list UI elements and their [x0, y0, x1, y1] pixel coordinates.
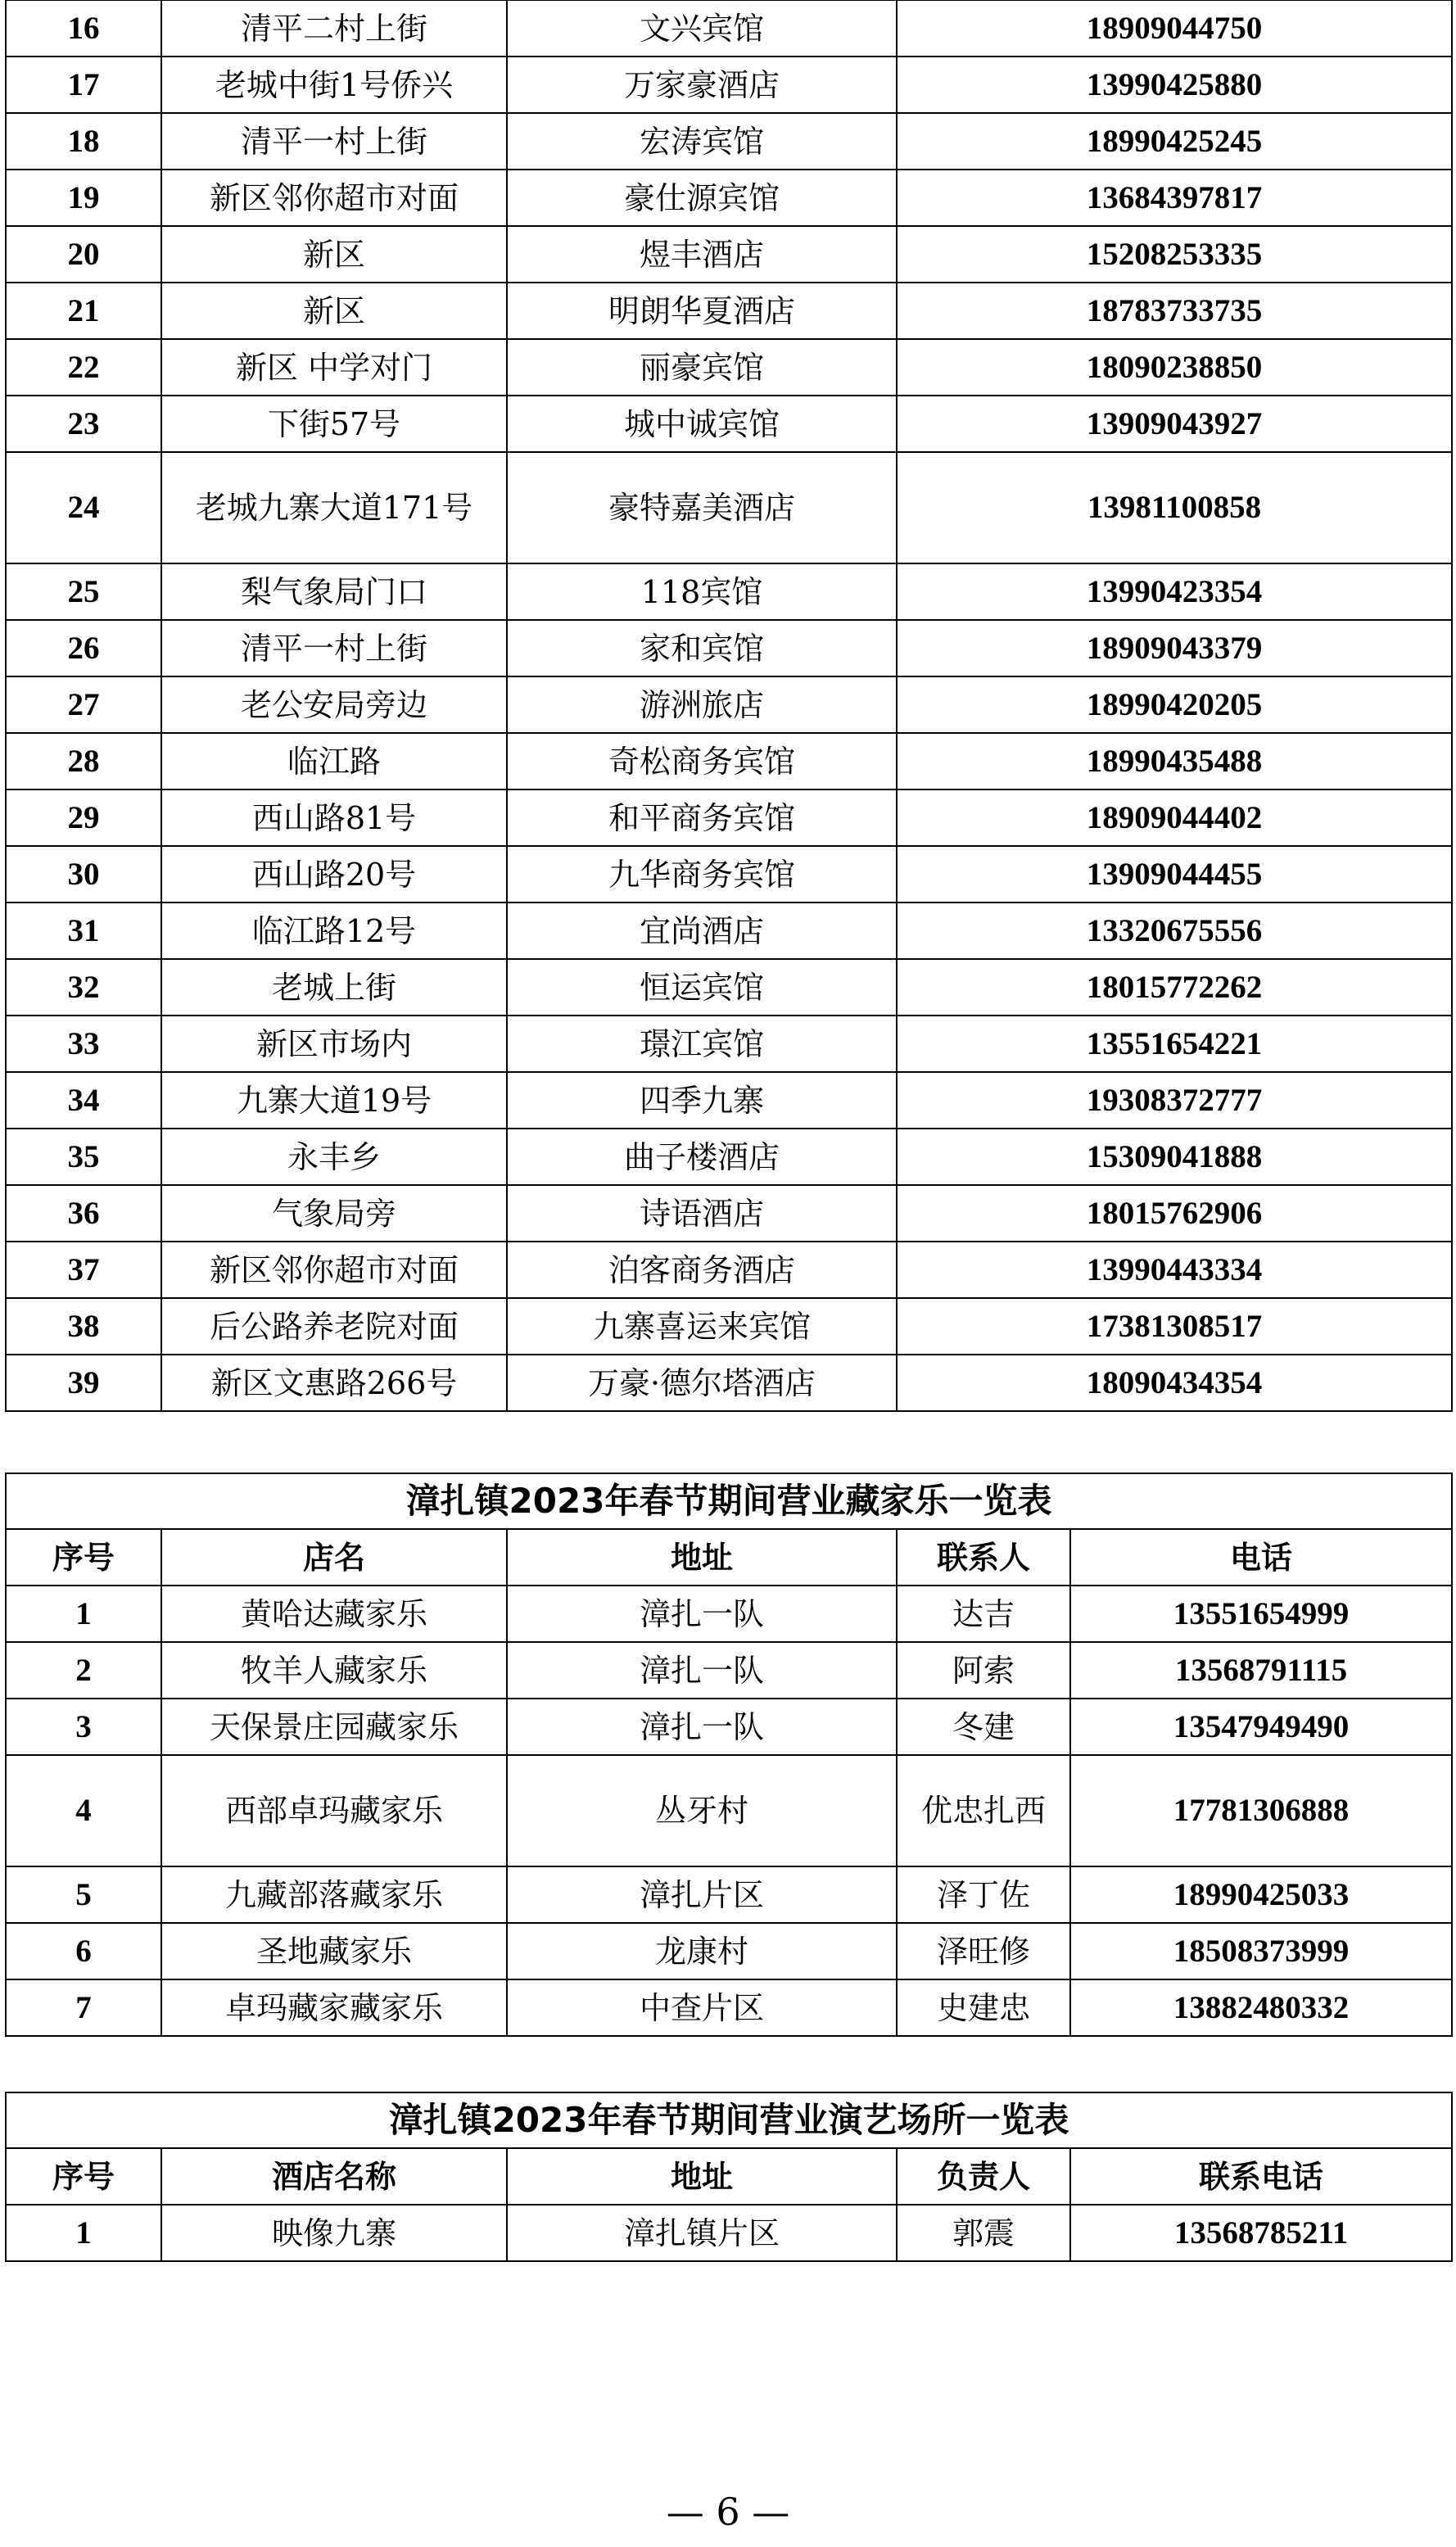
- table-cell: 达吉: [897, 1586, 1070, 1642]
- table-cell: 13551654221: [897, 1016, 1452, 1072]
- table-cell: 临江路: [161, 733, 507, 789]
- table-row: [6, 1586, 1452, 1642]
- table-cell: 和平商务宾馆: [507, 789, 897, 846]
- table-cell: 18090238850: [897, 339, 1452, 396]
- table-cell: 丽豪宾馆: [507, 339, 897, 396]
- table-cell: 20: [6, 226, 161, 283]
- table-row: [6, 1923, 1452, 1979]
- tibetan-table-body: [6, 1586, 1452, 2036]
- table-cell: 34: [6, 1072, 161, 1129]
- table-cell: 四季九寨: [507, 1072, 897, 1129]
- table-row: [6, 113, 1452, 170]
- table-cell: 九寨喜运来宾馆: [507, 1298, 897, 1355]
- table-row: [6, 2205, 1452, 2261]
- table-cell: 郭震: [897, 2205, 1070, 2261]
- table-cell: 新区邻你超市对面: [161, 1242, 507, 1298]
- table-row: [6, 789, 1452, 846]
- header-cell: 地址: [507, 2148, 897, 2205]
- table-row: [6, 620, 1452, 676]
- table-cell: 西部卓玛藏家乐: [161, 1755, 507, 1866]
- table-cell: 冬建: [897, 1699, 1070, 1755]
- table-cell: 豪仕源宾馆: [507, 170, 897, 226]
- table-cell: 新区: [161, 283, 507, 339]
- table-cell: 5: [6, 1866, 161, 1923]
- table-cell: 22: [6, 339, 161, 396]
- table-cell: 13320675556: [897, 903, 1452, 959]
- hotel-table-body: [6, 0, 1452, 1411]
- table-cell: 19308372777: [897, 1072, 1452, 1129]
- table-cell: 18909043379: [897, 620, 1452, 676]
- table-cell: 35: [6, 1129, 161, 1185]
- table-cell: 文兴宾馆: [507, 0, 897, 57]
- table-cell: 九华商务宾馆: [507, 846, 897, 903]
- table-cell: 永丰乡: [161, 1129, 507, 1185]
- table-cell: 13990443334: [897, 1242, 1452, 1298]
- table-row: [6, 846, 1452, 903]
- table-cell: 清平二村上街: [161, 0, 507, 57]
- table-cell: 1: [6, 2205, 161, 2261]
- header-cell: 地址: [507, 1529, 897, 1586]
- table-cell: 18783733735: [897, 283, 1452, 339]
- table-cell: 13909043927: [897, 396, 1452, 452]
- table-cell: 18990435488: [897, 733, 1452, 789]
- table-cell: 17381308517: [897, 1298, 1452, 1355]
- table-cell: 泽丁佐: [897, 1866, 1070, 1923]
- table-cell: 气象局旁: [161, 1185, 507, 1242]
- table-cell: 清平一村上街: [161, 113, 507, 170]
- table-cell: 牧羊人藏家乐: [161, 1642, 507, 1699]
- table-cell: 16: [6, 0, 161, 57]
- table-cell: 118宾馆: [507, 563, 897, 620]
- table-cell: 泊客商务酒店: [507, 1242, 897, 1298]
- table-cell: 21: [6, 283, 161, 339]
- show-table-title: 漳扎镇2023年春节期间营业演艺场所一览表: [6, 2092, 1452, 2148]
- table-cell: 新区文惠路266号: [161, 1355, 507, 1411]
- table-cell: 卓玛藏家藏家乐: [161, 1979, 507, 2036]
- table-row: [6, 452, 1452, 563]
- table-cell: 18: [6, 113, 161, 170]
- table-cell: 18909044750: [897, 0, 1452, 57]
- table-row: [6, 0, 1452, 57]
- table-cell: 3: [6, 1699, 161, 1755]
- table-cell: 煜丰酒店: [507, 226, 897, 283]
- table-cell: 13547949490: [1070, 1699, 1452, 1755]
- table-cell: 13882480332: [1070, 1979, 1452, 2036]
- table-cell: 37: [6, 1242, 161, 1298]
- table-row: [6, 563, 1452, 620]
- table-cell: 老城九寨大道171号: [161, 452, 507, 563]
- table-row: [6, 1298, 1452, 1355]
- table-cell: 2: [6, 1642, 161, 1699]
- show-table-body: [6, 2205, 1452, 2261]
- header-cell: 序号: [6, 2148, 161, 2205]
- table-row: [6, 676, 1452, 733]
- table-cell: 17781306888: [1070, 1755, 1452, 1866]
- table-row: [6, 1242, 1452, 1298]
- table-row: [6, 1866, 1452, 1923]
- table-row: [6, 903, 1452, 959]
- table-row: [6, 396, 1452, 452]
- tibetan-table-header: [6, 1529, 1452, 1586]
- table-row: [6, 339, 1452, 396]
- table-cell: 城中诚宾馆: [507, 396, 897, 452]
- table-cell: 13551654999: [1070, 1586, 1452, 1642]
- table-cell: 32: [6, 959, 161, 1016]
- table-cell: 33: [6, 1016, 161, 1072]
- table-row: [6, 1755, 1452, 1866]
- table-cell: 老城上街: [161, 959, 507, 1016]
- table-cell: 西山路20号: [161, 846, 507, 903]
- table-cell: 26: [6, 620, 161, 676]
- table-cell: 漳扎一队: [507, 1699, 897, 1755]
- header-cell: 店名: [161, 1529, 507, 1586]
- page-number: — 6 —: [666, 2490, 790, 2534]
- table-cell: 25: [6, 563, 161, 620]
- tibetan-table-title: 漳扎镇2023年春节期间营业藏家乐一览表: [6, 1473, 1452, 1529]
- table-cell: 23: [6, 396, 161, 452]
- table-cell: 4: [6, 1755, 161, 1866]
- table-cell: 黄哈达藏家乐: [161, 1586, 507, 1642]
- table-row: [6, 1072, 1452, 1129]
- hotel-table: [5, 0, 1453, 1412]
- table-row: [6, 283, 1452, 339]
- table-cell: 39: [6, 1355, 161, 1411]
- header-cell: 联系电话: [1070, 2148, 1452, 2205]
- header-cell: 负责人: [897, 2148, 1070, 2205]
- table-row: [6, 226, 1452, 283]
- table-row: [6, 1016, 1452, 1072]
- table-cell: 后公路养老院对面: [161, 1298, 507, 1355]
- table-cell: 曲子楼酒店: [507, 1129, 897, 1185]
- table-cell: 游洲旅店: [507, 676, 897, 733]
- table-cell: 新区市场内: [161, 1016, 507, 1072]
- table-row: [6, 733, 1452, 789]
- header-cell: 联系人: [897, 1529, 1070, 1586]
- table-row: [6, 959, 1452, 1016]
- table-cell: 18990425033: [1070, 1866, 1452, 1923]
- table-cell: 圣地藏家乐: [161, 1923, 507, 1979]
- table-cell: 19: [6, 170, 161, 226]
- table-cell: 璟江宾馆: [507, 1016, 897, 1072]
- table-cell: 31: [6, 903, 161, 959]
- table-cell: 漳扎一队: [507, 1642, 897, 1699]
- table-cell: 36: [6, 1185, 161, 1242]
- table-row: [6, 1699, 1452, 1755]
- table-row: [6, 170, 1452, 226]
- table-cell: 13981100858: [897, 452, 1452, 563]
- table-cell: 新区邻你超市对面: [161, 170, 507, 226]
- table-row: [6, 1642, 1452, 1699]
- table-cell: 优忠扎西: [897, 1755, 1070, 1866]
- table-cell: 30: [6, 846, 161, 903]
- table-cell: 15208253335: [897, 226, 1452, 283]
- table-cell: 恒运宾馆: [507, 959, 897, 1016]
- table-cell: 15309041888: [897, 1129, 1452, 1185]
- table-row: [6, 1355, 1452, 1411]
- table-cell: 豪特嘉美酒店: [507, 452, 897, 563]
- table-cell: 九寨大道19号: [161, 1072, 507, 1129]
- table-cell: 老公安局旁边: [161, 676, 507, 733]
- table-cell: 13990425880: [897, 57, 1452, 113]
- tibetan-homestay-table: [5, 1473, 1453, 2037]
- table-cell: 万家豪酒店: [507, 57, 897, 113]
- header-cell: 酒店名称: [161, 2148, 507, 2205]
- table-cell: 宏涛宾馆: [507, 113, 897, 170]
- table-cell: 诗语酒店: [507, 1185, 897, 1242]
- table-cell: 史建忠: [897, 1979, 1070, 2036]
- table-row: [6, 1185, 1452, 1242]
- table-cell: 老城中街1号侨兴: [161, 57, 507, 113]
- table-cell: 18990420205: [897, 676, 1452, 733]
- table-cell: 18015762906: [897, 1185, 1452, 1242]
- table-cell: 中查片区: [507, 1979, 897, 2036]
- header-cell: 电话: [1070, 1529, 1452, 1586]
- table-cell: 龙康村: [507, 1923, 897, 1979]
- table-cell: 13684397817: [897, 170, 1452, 226]
- table-cell: 丛牙村: [507, 1755, 897, 1866]
- table-cell: 38: [6, 1298, 161, 1355]
- table-cell: 新区: [161, 226, 507, 283]
- table-cell: 漳扎片区: [507, 1866, 897, 1923]
- show-table-header: [6, 2148, 1452, 2205]
- table-cell: 7: [6, 1979, 161, 2036]
- table-cell: 宜尚酒店: [507, 903, 897, 959]
- table-cell: 13909044455: [897, 846, 1452, 903]
- table-cell: 奇松商务宾馆: [507, 733, 897, 789]
- table-row: [6, 57, 1452, 113]
- table-cell: 18909044402: [897, 789, 1452, 846]
- table-cell: 17: [6, 57, 161, 113]
- table-cell: 漳扎一队: [507, 1586, 897, 1642]
- table-cell: 18990425245: [897, 113, 1452, 170]
- table-cell: 1: [6, 1586, 161, 1642]
- header-cell: 序号: [6, 1529, 161, 1586]
- table-cell: 梨气象局门口: [161, 563, 507, 620]
- table-cell: 27: [6, 676, 161, 733]
- table-cell: 明朗华夏酒店: [507, 283, 897, 339]
- table-cell: 映像九寨: [161, 2205, 507, 2261]
- table-cell: 18508373999: [1070, 1923, 1452, 1979]
- table-cell: 清平一村上街: [161, 620, 507, 676]
- table-cell: 泽旺修: [897, 1923, 1070, 1979]
- table-cell: 阿索: [897, 1642, 1070, 1699]
- table-row: [6, 1129, 1452, 1185]
- table-cell: 29: [6, 789, 161, 846]
- table-cell: 漳扎镇片区: [507, 2205, 897, 2261]
- performance-venue-table: [5, 2092, 1453, 2262]
- table-cell: 天保景庄园藏家乐: [161, 1699, 507, 1755]
- table-cell: 18090434354: [897, 1355, 1452, 1411]
- table-cell: 13990423354: [897, 563, 1452, 620]
- table-cell: 6: [6, 1923, 161, 1979]
- table-cell: 西山路81号: [161, 789, 507, 846]
- table-cell: 万豪·德尔塔酒店: [507, 1355, 897, 1411]
- table-cell: 新区 中学对门: [161, 339, 507, 396]
- table-row: [6, 1979, 1452, 2036]
- table-cell: 家和宾馆: [507, 620, 897, 676]
- table-cell: 18015772262: [897, 959, 1452, 1016]
- table-cell: 九藏部落藏家乐: [161, 1866, 507, 1923]
- table-cell: 13568791115: [1070, 1642, 1452, 1699]
- table-cell: 28: [6, 733, 161, 789]
- table-cell: 24: [6, 452, 161, 563]
- table-cell: 13568785211: [1070, 2205, 1452, 2261]
- table-cell: 临江路12号: [161, 903, 507, 959]
- table-cell: 下街57号: [161, 396, 507, 452]
